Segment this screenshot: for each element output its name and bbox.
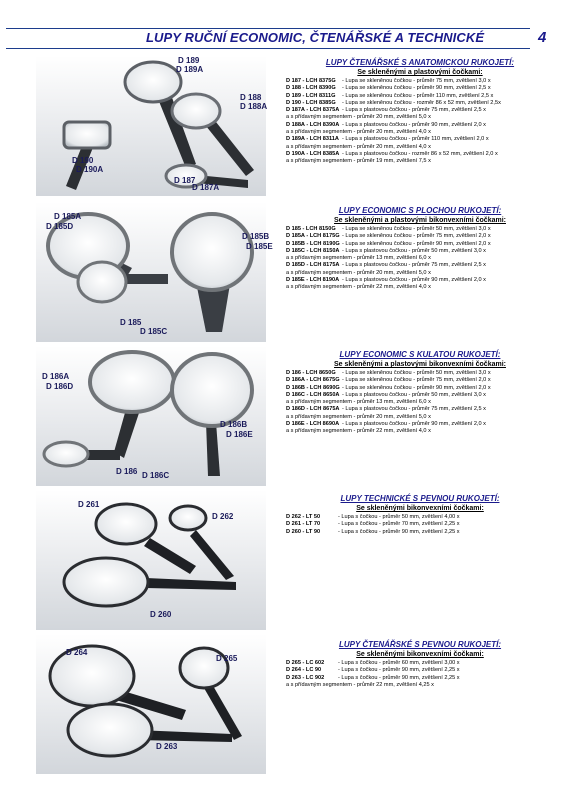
section-title: LUPY ČTENÁŘSKÉ S PEVNOU RUKOJETÍ: <box>338 640 502 649</box>
magnifier-illustration <box>36 56 266 196</box>
photo-label: D 189A <box>176 65 204 74</box>
section-subtitle: Se skleněnými bikonvexními čočkami: <box>356 505 484 512</box>
list-item: D 185D - LCH 8175A - Lupa s plastovou čočkou - průměr 75 mm, zvětšení 2,5 x <box>286 262 486 269</box>
segment-note: a s přídavným segmentem - průměr 19 mm, zvětšení 7,5 x <box>286 158 431 165</box>
list-item: D 186D - LCH 8675A - Lupa s plastovou čočkou - průměr 75 mm, zvětšení 2,5 x <box>286 406 486 413</box>
product-photo-reading <box>36 634 266 774</box>
list-item: D 188 - LCH 8390G - Lupa se skleněnou čočkou - průměr 90 mm, zvětšení 2,5 x <box>286 85 491 92</box>
section-reading-fixed <box>286 640 554 689</box>
list-item: D 189A - LCH 8311A - Lupa s plastovou čočkou - průměr 110 mm, zvětšení 2,0 x <box>286 136 489 143</box>
section-title: LUPY TECHNICKÉ S PEVNOU RUKOJETÍ: <box>340 494 500 503</box>
list-item: D 186 - LCH 8650G - Lupa se skleněnou čočkou - průměr 50 mm, zvětšení 3,0 x <box>286 370 491 376</box>
product-photo-flat-handle <box>36 202 273 342</box>
segment-note: a s přídavným segmentem - průměr 20 mm, zvětšení 4,0 x <box>286 143 431 150</box>
photo-label: D 186C <box>142 471 170 480</box>
photo-label: D 186D <box>46 382 74 391</box>
magnifier-illustration <box>36 490 266 630</box>
list-item: D 185E - LCH 8190A - Lupa s plastovou čočkou - průměr 90 mm, zvětšení 2,0 x <box>286 277 486 284</box>
photo-label: D 265 <box>216 654 238 663</box>
photo-label: D 186 <box>116 467 138 476</box>
list-item: D 187A - LCH 8375A - Lupa s plastovou čočkou - průměr 75 mm, zvětšení 2,5 x <box>286 107 486 114</box>
photo-label: D 260 <box>150 610 172 619</box>
list-item: D 185B - LCH 8190G - Lupa se skleněnou čočkou - průměr 90 mm, zvětšení 2,0 x <box>286 240 491 247</box>
segment-note: a s přídavným segmentem - průměr 13 mm, zvětšení 6,0 x <box>286 399 431 406</box>
section-title: LUPY ECONOMIC S KULATOU RUKOJETÍ: <box>339 350 501 359</box>
photo-label: D 185A <box>54 212 82 221</box>
segment-note: a s přídavným segmentem - průměr 20 mm, zvětšení 5,0 x <box>286 269 431 276</box>
photo-label: D 186E <box>226 430 253 439</box>
photo-label: D 186B <box>220 420 248 429</box>
photo-label: D 190A <box>76 165 104 174</box>
list-item: D 264 - LC 90 - Lupa s čočkou - průměr 90 mm, zvětšení 2,25 x <box>286 667 460 674</box>
segment-note: a s přídavným segmentem - průměr 22 mm, zvětšení 4,0 x <box>286 428 431 435</box>
section-flat-handle <box>286 206 554 292</box>
photo-label: D 261 <box>78 500 100 509</box>
segment-note: a s přídavným segmentem - průměr 20 mm, zvětšení 5,0 x <box>286 413 431 420</box>
product-photo-round-handle <box>36 346 266 486</box>
photo-label: D 186A <box>42 372 70 381</box>
segment-note: a s přídavným segmentem - průměr 20 mm, zvětšení 4,0 x <box>286 129 431 136</box>
photo-label: D 263 <box>156 742 178 751</box>
segment-note: a s přídavným segmentem - průměr 22 mm, zvětšení 4,25 x <box>286 681 434 688</box>
section-subtitle: Se skleněnými a plastovými bikonvexními čočkami: <box>334 217 506 224</box>
list-item: D 186C - LCH 8650A - Lupa s plastovou čočkou - průměr 50 mm, zvětšení 3,0 x <box>286 391 486 398</box>
photo-label: D 188 <box>240 93 262 102</box>
section-technical <box>286 494 554 536</box>
section-round-handle <box>286 350 554 436</box>
page-number: 4 <box>538 29 547 46</box>
list-item: D 185C - LCH 8150A - Lupa s plastovou čočkou - průměr 50 mm, zvětšení 3,0 x <box>286 247 486 254</box>
segment-note: a s přídavným segmentem - průměr 22 mm, zvětšení 4,0 x <box>286 284 431 291</box>
list-item: D 188A - LCH 8390A - Lupa s plastovou čočkou - průměr 90 mm, zvětšení 2,0 x <box>286 121 486 128</box>
section-subtitle: Se skleněnými a plastovými bikonvexními čočkami: <box>334 361 506 368</box>
list-item: D 190A - LCH 8385A - Lupa s plastovou čočkou - rozměr 86 x 52 mm, zvětšení 2,0 x <box>286 150 498 157</box>
list-item: D 190 - LCH 8385G - Lupa se skleněnou čočkou - rozměr 86 x 52 mm, zvětšení 2,5x <box>286 99 501 106</box>
photo-label: D 185C <box>140 327 168 336</box>
list-item: D 263 - LC 902 - Lupa s čočkou - průměr 90 mm, zvětšení 2,25 x <box>286 674 460 681</box>
list-item: D 186E - LCH 8690A - Lupa s plastovou čočkou - průměr 90 mm, zvětšení 2,0 x <box>286 421 486 428</box>
photo-label: D 262 <box>212 512 234 521</box>
photo-label: D 190 <box>72 156 94 165</box>
list-item: D 185 - LCH 8150G - Lupa se skleněnou čočkou - průměr 50 mm, zvětšení 3,0 x <box>286 226 491 232</box>
photo-label: D 264 <box>66 648 88 657</box>
photo-label: D 189 <box>178 56 200 65</box>
list-item: D 187 - LCH 8375G - Lupa se skleněnou čočkou - průměr 75 mm, zvětšení 3,0 x <box>286 78 491 84</box>
magnifier-illustration <box>36 346 266 486</box>
photo-label: D 185D <box>46 222 74 231</box>
list-item: D 189 - LCH 8311G - Lupa se skleněnou čočkou - průměr 110 mm, zvětšení 2,5 x <box>286 92 494 99</box>
page-title: LUPY RUČNÍ ECONOMIC, ČTENÁŘSKÉ A TECHNICKÉ <box>146 30 485 45</box>
section-anatomic-handle <box>286 58 554 166</box>
section-subtitle: Se skleněnými bikonvexními čočkami: <box>356 651 484 658</box>
section-title: LUPY ČTENÁŘSKÉ S ANATOMICKOU RUKOJETÍ: <box>325 58 515 67</box>
list-item: D 186A - LCH 8675G - Lupa se skleněnou čočkou - průměr 75 mm, zvětšení 2,0 x <box>286 377 491 384</box>
photo-label: D 185B <box>242 232 270 241</box>
list-item: D 186B - LCH 8690G - Lupa se skleněnou čočkou - průměr 90 mm, zvětšení 2,0 x <box>286 384 491 391</box>
photo-label: D 188A <box>240 102 268 111</box>
page-header <box>6 28 530 49</box>
segment-note: a s přídavným segmentem - průměr 20 mm, zvětšení 5,0 x <box>286 114 431 121</box>
list-item: D 185A - LCH 8175G - Lupa se skleněnou čočkou - průměr 75 mm, zvětšení 2,0 x <box>286 233 491 240</box>
section-subtitle: Se skleněnými a plastovými čočkami: <box>357 69 483 76</box>
list-item: D 265 - LC 602 - Lupa s čočkou - průměr 60 mm, zvětšení 3,00 x <box>286 660 460 666</box>
photo-label: D 185E <box>246 242 273 251</box>
product-photo-technical <box>36 490 266 630</box>
segment-note: a s přídavným segmentem - průměr 13 mm, zvětšení 6,0 x <box>286 255 431 262</box>
list-item: D 261 - LT 70 - Lupa s čočkou - průměr 70 mm, zvětšení 2,25 x <box>286 521 460 528</box>
section-title: LUPY ECONOMIC S PLOCHOU RUKOJETÍ: <box>338 206 502 215</box>
product-photo-anatomic <box>36 56 266 196</box>
photo-label: D 187A <box>192 183 220 192</box>
list-item: D 260 - LT 90 - Lupa s čočkou - průměr 90 mm, zvětšení 2,25 x <box>286 528 460 535</box>
photo-label: D 185 <box>120 318 142 327</box>
list-item: D 262 - LT 50 - Lupa s čočkou - průměr 50 mm, zvětšení 4,00 x <box>286 514 460 520</box>
photo-label: D 187 <box>174 176 196 185</box>
